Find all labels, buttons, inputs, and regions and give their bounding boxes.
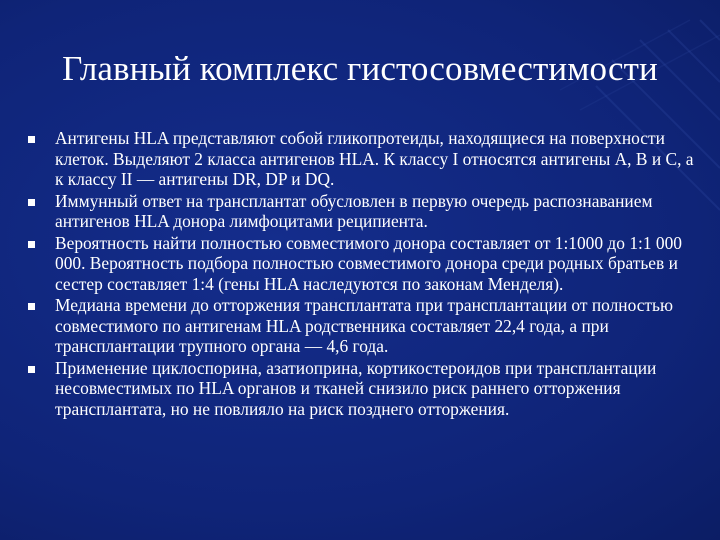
bullet-text: Применение циклоспорина, азатиоприна, кортикостероидов при трансплантации несовместимых по HLA органов и тканей снизило риск раннего отторжения трансплантата, но не повлияло на риск позднего отторжения.	[55, 357, 657, 419]
bullet-item	[28, 191, 698, 232]
bullet-text: Иммунный ответ на трансплантат обусловлен в первую очередь распознаванием антигенов HLA донора лимфоцитами реципиента.	[55, 190, 653, 231]
square-bullet-icon	[28, 366, 35, 373]
bullet-text: Медиана времени до отторжения трансплантата при трансплантации от полностью совместимого по антигенам HLA родственника составляет 22,4 года, а при трансплантации трупного органа — 4,6 года.	[55, 295, 673, 356]
bullet-item	[28, 295, 698, 357]
bullet-item	[28, 128, 698, 190]
square-bullet-icon	[28, 303, 35, 310]
bullet-text: Антигены HLA представляют собой гликопротеиды, находящиеся на поверхности клеток. Выделяют 2 класса антигенов HLA. К классу I относятся антигены А, В и С, а к классу II — антигены DR, DP и DQ.	[55, 128, 694, 189]
square-bullet-icon	[28, 241, 35, 248]
bullet-item	[28, 233, 698, 295]
bullet-list	[28, 128, 698, 420]
bullet-item	[28, 358, 698, 420]
slide-title: Главный комплекс гистосовместимости	[62, 49, 658, 88]
square-bullet-icon	[28, 136, 35, 143]
square-bullet-icon	[28, 199, 35, 206]
bullet-text: Вероятность найти полностью совместимого донора составляет от 1:1000 до 1:1 000 000. Вероятность подбора полностью совместимого донора среди родных братьев и сестер составляет 1:4 (гены HLA наследуются по законам Менделя).	[55, 232, 682, 294]
